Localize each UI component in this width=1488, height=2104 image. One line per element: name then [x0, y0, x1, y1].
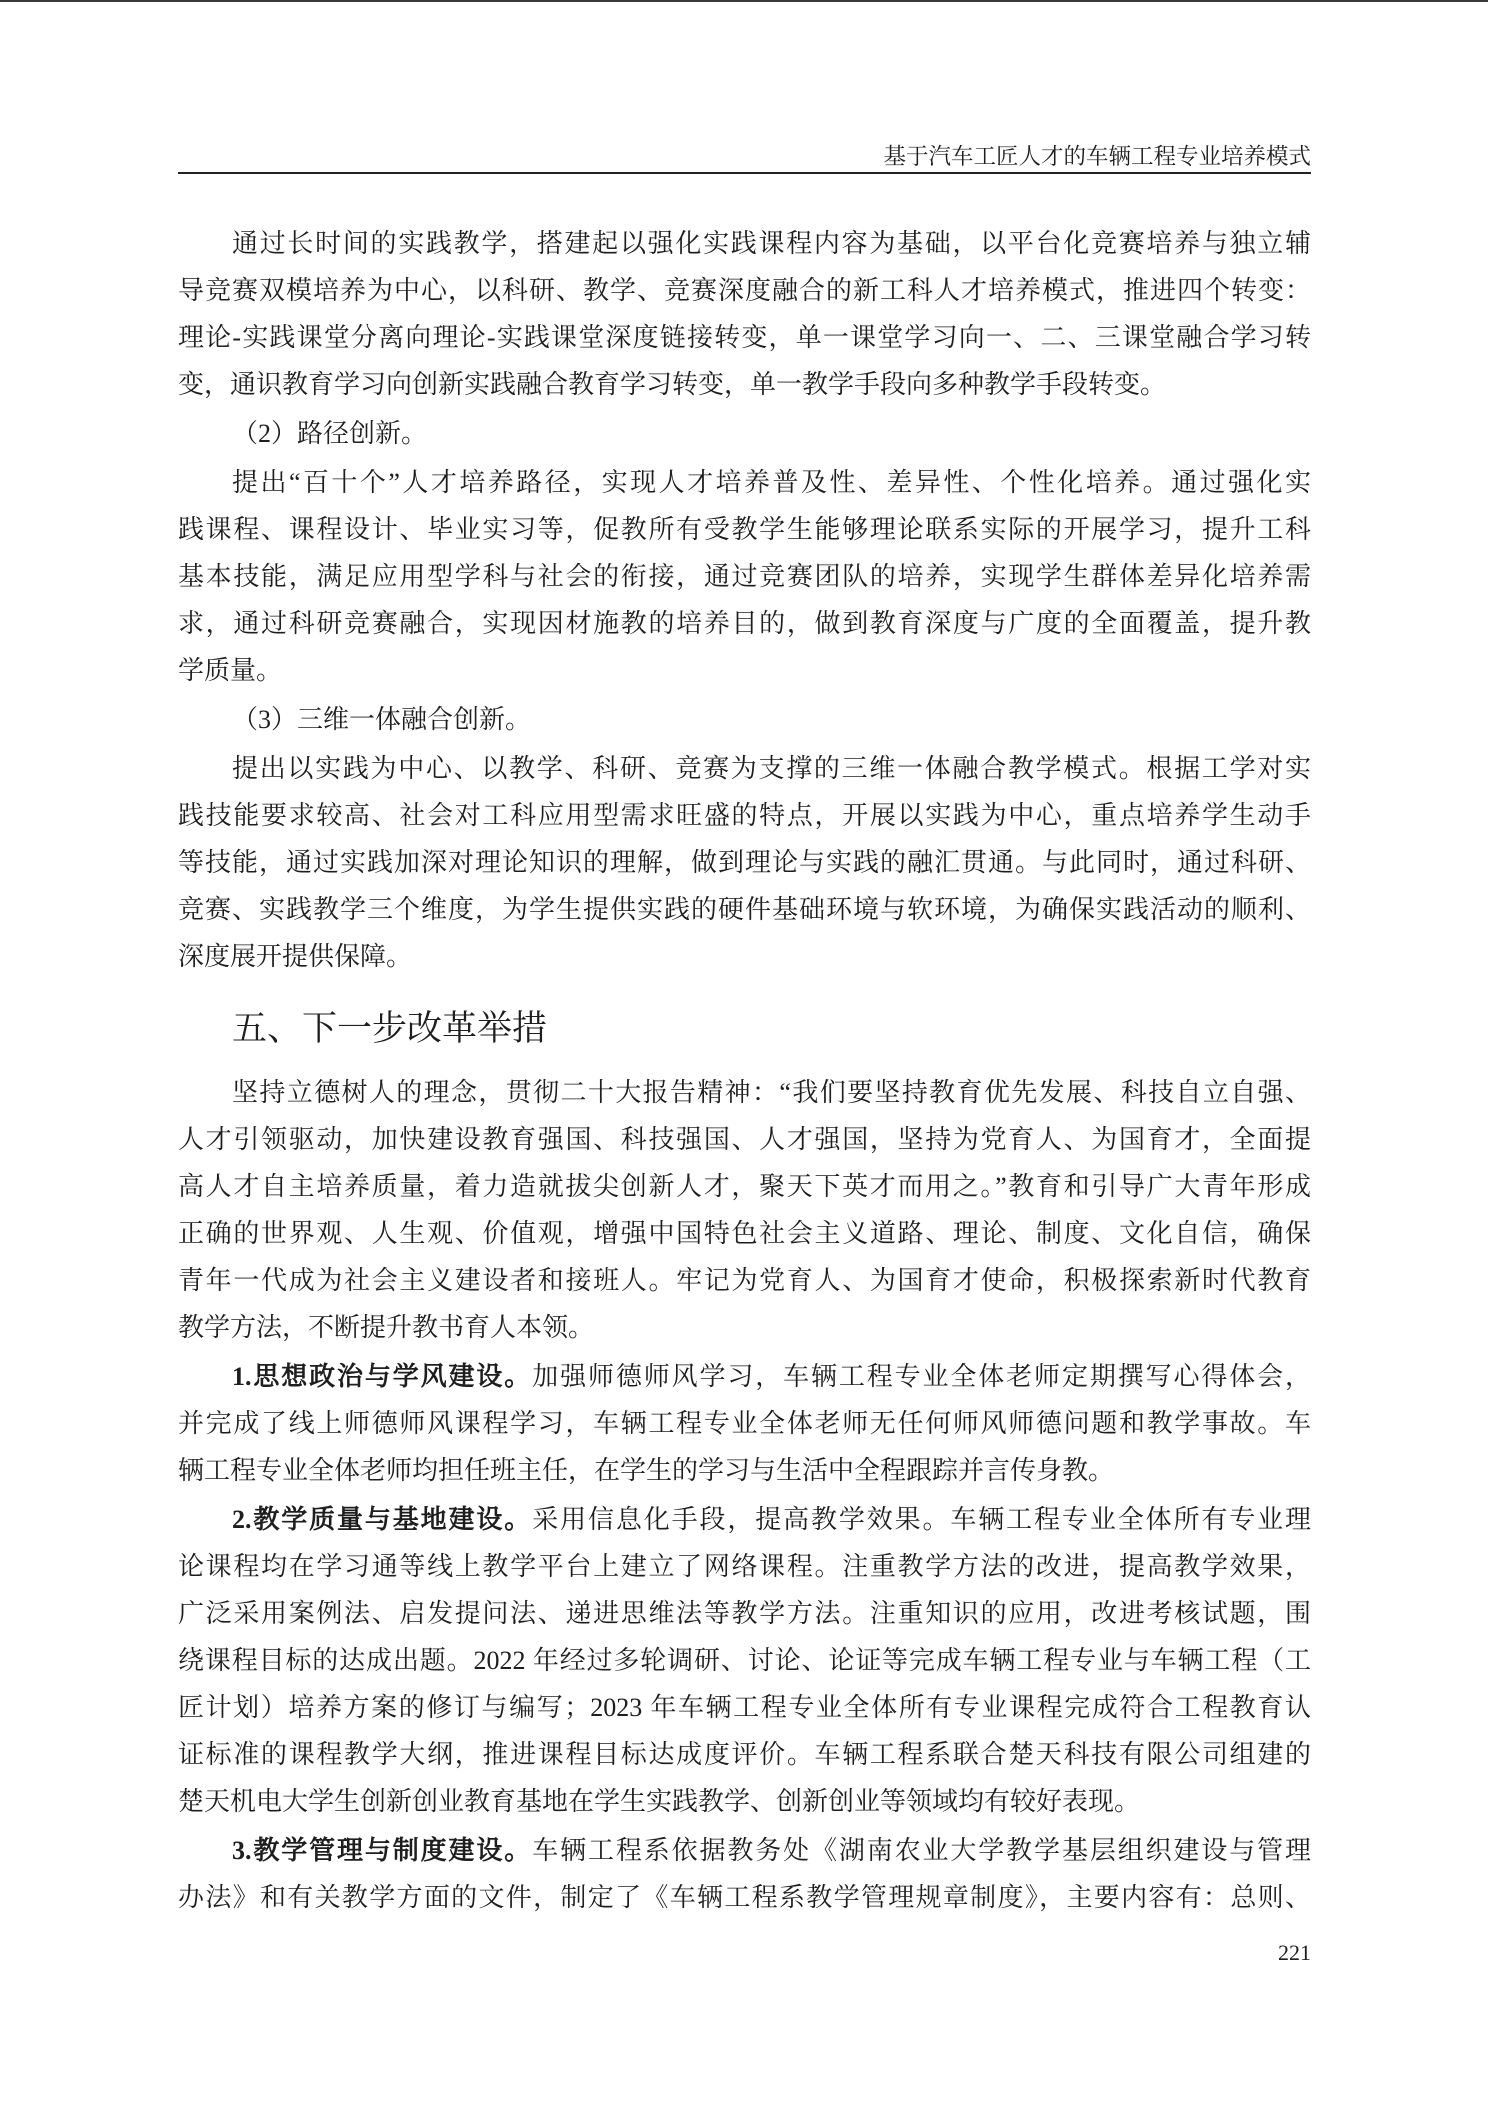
subheading-line: （2）路径创新。 — [232, 419, 428, 448]
text-line: 匠计划）培养方案的修订与编写；2023 年车辆工程专业全体所有专业课程完成符合工程教育认 — [178, 1693, 1311, 1722]
item-heading: 2.教学质量与基地建设。 — [232, 1505, 533, 1534]
subheading-paragraph — [178, 696, 1311, 743]
paragraph — [178, 459, 1311, 694]
text-line — [178, 1496, 1311, 1543]
numbered-item — [178, 1827, 1311, 1921]
text-line: 通过长时间的实践教学，搭建起以强化实践课程内容为基础，以平台化竞赛培养与独立辅 — [232, 229, 1311, 258]
item-heading: 3.教学管理与制度建设。 — [232, 1836, 533, 1865]
subheading-line: （3）三维一体融合创新。 — [232, 705, 532, 734]
text-line: 理论-实践课堂分离向理论-实践课堂深度链接转变，单一课堂学习向一、二、三课堂融合学习转 — [178, 323, 1311, 352]
text-line: 践技能要求较高、社会对工科应用型需求旺盛的特点，开展以实践为中心，重点培养学生动手 — [178, 801, 1311, 830]
running-header: 基于汽车工匠人才的车辆工程专业培养模式 — [883, 144, 1311, 169]
text-line: 学质量。 — [178, 656, 283, 685]
text-line: 广泛采用案例法、启发提问法、递进思维法等教学方法。注重知识的应用，改进考核试题，围 — [178, 1599, 1311, 1628]
text-run: 加强师德师风学习，车辆工程专业全体老师定期撰写心得体会， — [532, 1362, 1311, 1391]
text-line: 辆工程专业全体老师均担任班主任，在学生的学习与生活中全程跟踪并言传身教。 — [178, 1456, 1115, 1485]
subheading-paragraph — [178, 410, 1311, 457]
text-line: 青年一代成为社会主义建设者和接班人。牢记为党育人、为国育才使命，积极探索新时代教育 — [178, 1266, 1311, 1295]
text-line: 楚天机电大学生创新创业教育基地在学生实践教学、创新创业等领域均有较好表现。 — [178, 1787, 1141, 1816]
text-line: 论课程均在学习通等线上教学平台上建立了网络课程。注重教学方法的改进，提高教学效果， — [178, 1552, 1311, 1581]
text-line: 绕课程目标的达成出题。2022 年经过多轮调研、讨论、论证等完成车辆工程专业与车辆工程（工 — [178, 1646, 1311, 1675]
paragraph — [178, 745, 1311, 980]
numbered-item — [178, 1496, 1311, 1825]
text-line: 提出以实践为中心、以教学、科研、竞赛为支撑的三维一体融合教学模式。根据工学对实 — [232, 754, 1311, 783]
text-line — [178, 1827, 1311, 1874]
paragraph — [178, 1069, 1311, 1351]
text-line: 正确的世界观、人生观、价值观，增强中国特色社会主义道路、理论、制度、文化自信，确保 — [178, 1219, 1311, 1248]
paragraph — [178, 220, 1311, 408]
numbered-item — [178, 1353, 1311, 1494]
page-number: 221 — [1278, 1940, 1311, 1965]
text-line: 竞赛、实践教学三个维度，为学生提供实践的硬件基础环境与软环境，为确保实践活动的顺利、 — [178, 895, 1311, 924]
text-line: 教学方法，不断提升教书育人本领。 — [178, 1313, 595, 1342]
text-line: 证标准的课程教学大纲，推进课程目标达成度评价。车辆工程系联合楚天科技有限公司组建的 — [178, 1740, 1311, 1769]
text-line: 基本技能，满足应用型学科与社会的衔接，通过竞赛团队的培养，实现学生群体差异化培养需 — [178, 562, 1311, 591]
text-line: 人才引领驱动，加快建设教育强国、科技强国、人才强国，坚持为党育人、为国育才，全面提 — [178, 1125, 1311, 1154]
text-line: 践课程、课程设计、毕业实习等，促教所有受教学生能够理论联系实际的开展学习，提升工科 — [178, 515, 1311, 544]
text-run: 车辆工程系依据教务处《湖南农业大学教学基层组织建设与管理 — [532, 1836, 1311, 1865]
body-section — [178, 220, 1311, 982]
text-line: 高人才自主培养质量，着力造就拔尖创新人才，聚天下英才而用之。”教育和引导广大青年形成 — [178, 1172, 1311, 1201]
text-line: 变，通识教育学习向创新实践融合教育学习转变，单一教学手段向多种教学手段转变。 — [178, 370, 1167, 399]
section-heading: 五、下一步改革举措 — [232, 1009, 548, 1048]
text-line: 坚持立德树人的理念，贯彻二十大报告精神：“我们要坚持教育优先发展、科技自立自强、 — [232, 1078, 1311, 1107]
body-section — [178, 1069, 1311, 1923]
item-heading: 1.思想政治与学风建设。 — [232, 1362, 533, 1391]
text-line: 并完成了线上师德师风课程学习，车辆工程专业全体老师无任何师风师德问题和教学事故。车 — [178, 1409, 1311, 1438]
text-line: 等技能，通过实践加深对理论知识的理解，做到理论与实践的融汇贯通。与此同时，通过科研、 — [178, 848, 1311, 877]
header-rule — [178, 172, 1311, 174]
text-line: 导竞赛双模培养为中心，以科研、教学、竞赛深度融合的新工科人才培养模式，推进四个转变： — [178, 276, 1311, 305]
text-run: 采用信息化手段，提高教学效果。车辆工程专业全体所有专业理 — [532, 1505, 1311, 1534]
text-line: 提出“百十个”人才培养路径，实现人才培养普及性、差异性、个性化培养。通过强化实 — [232, 468, 1311, 497]
text-line — [178, 1353, 1311, 1400]
text-line: 深度展开提供保障。 — [178, 942, 413, 971]
text-line: 求，通过科研竞赛融合，实现因材施教的培养目的，做到教育深度与广度的全面覆盖，提升教 — [178, 609, 1311, 638]
text-line: 办法》和有关教学方面的文件，制定了《车辆工程系教学管理规章制度》，主要内容有：总则、 — [178, 1883, 1311, 1912]
page-top-edge — [0, 0, 1488, 2]
